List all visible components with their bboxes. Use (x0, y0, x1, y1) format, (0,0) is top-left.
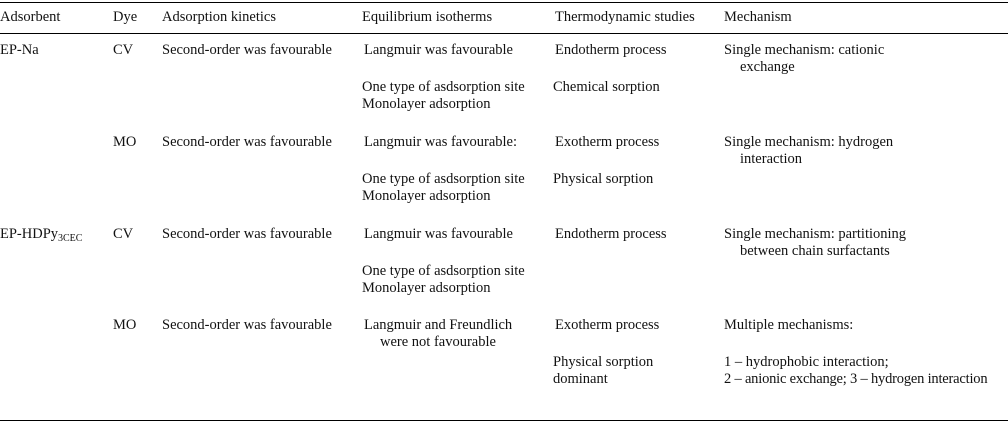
cell-dye: MO (113, 317, 137, 333)
cell-kinetics: Second-order was favourable (162, 226, 332, 242)
cell-mechanism-cont: interaction (740, 151, 803, 167)
cell-kinetics: Second-order was favourable (162, 42, 332, 58)
header-dye: Dye (113, 9, 138, 25)
bottom-rule (0, 420, 1008, 421)
header-rule (0, 33, 1008, 34)
cell-kinetics: Second-order was favourable (162, 317, 332, 333)
cell-isotherm: Langmuir was favourable: (364, 134, 518, 150)
cell-dye: CV (113, 42, 134, 58)
cell-isotherm-detail: Monolayer adsorption (362, 188, 491, 204)
cell-mechanism: Single mechanism: hydrogen (724, 134, 894, 150)
cell-thermo: Endotherm process (555, 42, 667, 58)
header-thermo: Thermodynamic studies (555, 9, 695, 25)
cell-thermo: Endotherm process (555, 226, 667, 242)
cell-mechanism: Single mechanism: cationic (724, 42, 885, 58)
cell-isotherm-detail: One type of asdsorption site (362, 79, 525, 95)
cell-thermo: Exotherm process (555, 134, 660, 150)
cell-adsorbent (0, 226, 82, 243)
cell-isotherm: Langmuir was favourable (364, 42, 513, 58)
cell-mechanism: Multiple mechanisms: (724, 317, 854, 333)
cell-dye: CV (113, 226, 134, 242)
cell-thermo-detail: Chemical sorption (553, 79, 660, 95)
cell-isotherm-detail: Monolayer adsorption (362, 96, 491, 112)
cell-thermo-detail: Physical sorption (553, 171, 654, 187)
cell-isotherm-detail: One type of asdsorption site (362, 171, 525, 187)
adsorbent-subscript: 3CEC (58, 233, 83, 244)
cell-dye: MO (113, 134, 137, 150)
cell-mechanism: Single mechanism: partitioning (724, 226, 907, 242)
cell-adsorbent: EP-Na (0, 42, 39, 58)
cell-isotherm-detail: One type of asdsorption site (362, 263, 525, 279)
header-kinetics: Adsorption kinetics (162, 9, 276, 25)
header-adsorbent: Adsorbent (0, 9, 61, 25)
adsorbent-name: EP-HDPy (0, 226, 59, 242)
cell-isotherm: Langmuir was favourable (364, 226, 513, 242)
cell-mechanism-cont: exchange (740, 59, 795, 75)
cell-thermo: Exotherm process (555, 317, 660, 333)
header-isotherms: Equilibrium isotherms (362, 9, 493, 25)
cell-kinetics: Second-order was favourable (162, 134, 332, 150)
top-rule (0, 2, 1008, 3)
cell-mechanism-cont: between chain surfactants (740, 243, 890, 259)
cell-mechanism-detail: 2 – anionic exchange; 3 – hydrogen interaction (724, 371, 988, 387)
cell-isotherm-cont: were not favourable (380, 334, 496, 350)
header-mechanism: Mechanism (724, 9, 792, 25)
cell-thermo-detail: Physical sorption (553, 354, 654, 370)
cell-thermo-detail: dominant (553, 371, 608, 387)
cell-isotherm: Langmuir and Freundlich (364, 317, 513, 333)
cell-mechanism-detail: 1 – hydrophobic interaction; (724, 354, 889, 370)
cell-isotherm-detail: Monolayer adsorption (362, 280, 491, 296)
